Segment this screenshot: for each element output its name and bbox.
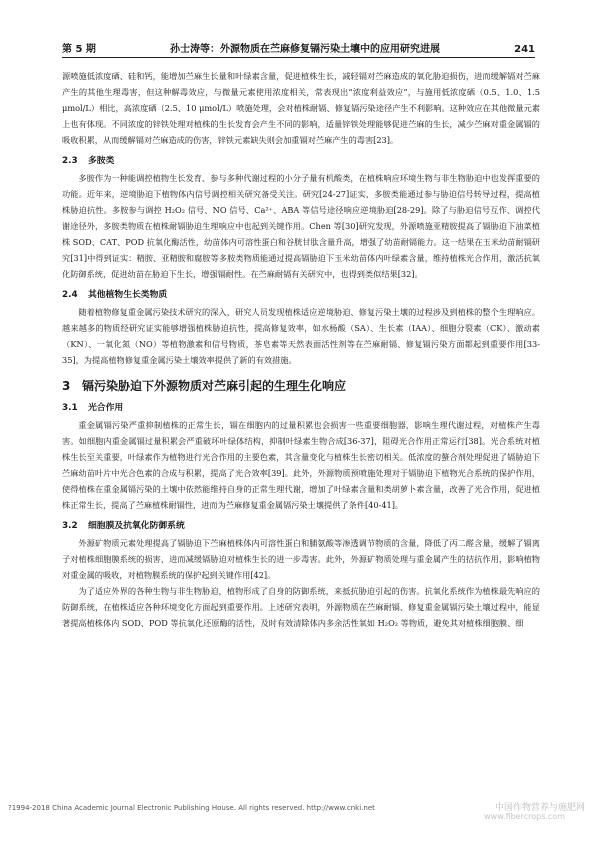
section-heading-2-3: 2.3 多胺类 (62, 156, 115, 166)
section-heading-3-1: 3.1 光合作用 (62, 403, 124, 413)
watermark-text: 中国作物营养与施肥网 (494, 803, 585, 813)
paragraph: 随着植物修复重金属污染技术研究的深入，研究人员发现植株适应逆境胁迫、修复污染土壤的过程涉及到植株的整个生理响应。越来越多的物质经研究证实能够增强植株胁迫抗性，提高修复效率，如水杨酸（SA）、生长素（IAA）、细胞分裂素（CK）、激动素（KN）、一氧化氮（NO）等植物激素和信号物质，茶皂素等天然表面活性剂等在苎麻耐镉、修复镉污染方面都起到重要作用[33-35]，为提高植物修复重金属污染土壤效率提供了新的有效措施。 (62, 307, 540, 365)
running-header (62, 40, 535, 58)
paragraph: 多胺作为一种能调控植物生长发育、参与多种代谢过程的小分子量有机酸类，在植株响应环境生物与非生物胁迫中也发挥重要的功能。近年来，逆境胁迫下植物体内信号调控相关研究备受关注。研究[24-27]证实，多胺类能通过参与胁迫信号转导过程，提高植株胁迫抗性。多胺参与调控 H₂O₂ 信号、NO 信号、Ca²⁺、ABA 等信号途径响应逆境胁迫[28-29]。除了与胁迫信号互作、调控代谢途径外，多胺类物质在植株耐镉胁迫生理响应中也起到关键作用。Chen 等[30]研究发现，外源喷施亚精胺提高了镉胁迫下油菜植株 SOD、CAT、POD 抗氧化酶活性，幼苗体内可溶性蛋白和谷胱甘肽含量升高，增强了幼苗耐镉能力。这一结果在玉米幼苗耐镉研究[31]中得到证实：精胺、亚精胺和腐胺等多胺类物质能通过提高镉胁迫下玉米幼苗体内叶绿素含量，维持植株光合作用，激活抗氧化防御系统，促进幼苗在胁迫下生长，增强镉耐性。在苎麻耐镉有关研究中，也得到类似结果[32]。 (62, 173, 540, 279)
watermark-url: www.fibercrops.com (484, 812, 565, 821)
paragraph: 重金属镉污染严重抑制植株的正常生长，镉在细胞内的过量积累也会损害一些重要细胞器，影响生理代谢过程，对植株产生毒害。如细胞内重金属镉过量积累会严重破坏叶绿体结构，抑制叶绿素生物合成[36-37]，阻碍光合作用正常运行[38]。光合系统对植株生长至关重要，叶绿素作为植物进行光合作用的主要色素，其含量变化与植株生长密切相关。低浓度的螯合剂处理促进了镉胁迫下苎麻幼苗叶片中光合色素的合成与积累，提高了光合效率[39]。此外，外源物质预喷施处理对于镉胁迫下植物光合系统的保护作用，使得植株在重金属镉污染的土壤中依然能维持自身的正常生理代谢，增加了叶绿素含量和类胡萝卜素含量，改善了光合作用，促进植株正常生长，提高了苎麻植株耐镉性，进而为苎麻修复重金属镉污染土壤提供了条件[40-41]。 (62, 420, 540, 510)
section-heading-2-4: 2.4 其他植物生长类物质 (62, 290, 168, 300)
issue-number: 第 5 期 (62, 44, 96, 55)
running-title: 孙士涛等：外源物质在苎麻修复镉污染土壤中的应用研究进展 (170, 44, 441, 55)
paragraph: 源喷施低浓度硒、硅和钙，能增加苎麻生长量和叶绿素含量，促进植株生长，减轻镉对苎麻造成的氧化胁迫损伤，进而缓解镉对苎麻产生的其他生理毒害，但这种解毒效应，与微量元素使用浓度相关，常表现出“浓度利益效应”，与施用低浓度硒（0.5、1.0、1.5 μmol/L）相比，高浓度硒（2.5、10 μmol/L）喷施处理，会对植株耐镉、修复镉污染途径产生不利影响。这种效应在其他微量元素上也有体现。不同浓度的锌铁处理对植株的生长发育会产生不同的影响，适量锌铁处理能够促进苎麻的生长，减少苎麻对重金属镉的吸收积累，从而缓解镉对苎麻造成的伤害，锌铁元素缺失则会加重镉对苎麻产生的毒害[23]。 (62, 71, 540, 145)
copyright-notice: ?1994-2018 China Academic Journal Electronic Publishing House. All rights reserved. http://www.cnki.net (8, 804, 375, 812)
page-number: 241 (514, 44, 535, 55)
paragraph: 为了适应外界的各种生物与非生物胁迫，植物形成了自身的防御系统，来抵抗胁迫引起的伤害。抗氧化系统作为植株最先响应的防御系统，在植株适应各种环境变化方面起到重要作用。上述研究表明，外源物质在苎麻耐镉、修复重金属镉污染土壤过程中，能显著提高植株体内 SOD、POD 等抗氧化还原酶的活性，及时有效清除体内多余活性氧如 H₂O₂ 等物质，避免其对植株细胞膜、细 (62, 586, 540, 628)
article-body (62, 68, 540, 631)
paragraph: 外源矿物质元素处理提高了镉胁迫下苎麻植株体内可溶性蛋白和脯氨酸等渗透调节物质的含量，降低了丙二醛含量，缓解了镉离子对植株细胞膜系统的损害，进而减缓镉胁迫对植株生长的进一步毒害。此外，外源矿物质处理与重金属产生的拮抗作用，影响植物对重金属的吸收，对植物膜系统的保护起到关键作用[42]。 (62, 538, 540, 580)
section-heading-3: 3 镉污染胁迫下外源物质对苎麻引起的生理生化响应 (62, 379, 347, 393)
section-heading-3-2: 3.2 细胞膜及抗氧化防御系统 (62, 521, 185, 531)
